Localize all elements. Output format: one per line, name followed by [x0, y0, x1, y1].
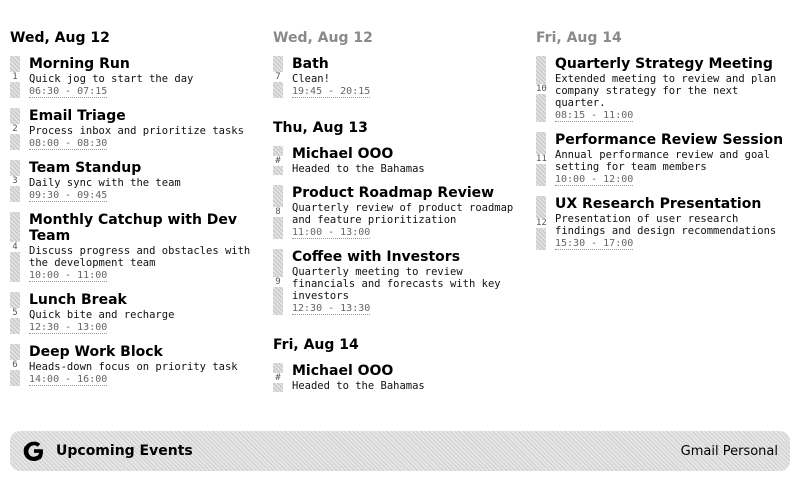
calendar-column-1	[10, 28, 265, 396]
event-time-wrap	[555, 110, 791, 122]
event-item[interactable]	[536, 132, 791, 186]
event-color-bar	[10, 160, 20, 202]
day-header: Fri, Aug 14	[273, 337, 359, 353]
event-color-bar	[273, 56, 283, 98]
event-time-wrap	[29, 322, 265, 334]
event-description: Daily sync with the team	[29, 177, 181, 189]
google-g-icon	[22, 439, 46, 463]
event-index: 9	[273, 277, 283, 287]
event-index: #	[273, 156, 283, 166]
event-title: Email Triage	[29, 108, 126, 124]
event-title: Coffee with Investors	[292, 249, 461, 265]
event-time: 15:30 - 17:00	[555, 238, 634, 249]
event-index: 5	[10, 308, 20, 318]
event-time-wrap	[29, 374, 265, 386]
event-body	[292, 363, 528, 392]
event-item[interactable]	[273, 146, 528, 175]
event-item[interactable]	[10, 344, 265, 386]
event-body	[29, 56, 265, 98]
event-time: 10:00 - 11:00	[29, 270, 108, 281]
event-body	[292, 185, 528, 239]
event-description: Quarterly meeting to review financials and forecasts with key investors	[292, 266, 501, 302]
event-body	[292, 146, 528, 175]
event-title: UX Research Presentation	[555, 196, 762, 212]
event-index: 12	[536, 218, 547, 228]
day-header: Fri, Aug 14	[536, 30, 622, 46]
event-index: 3	[10, 176, 20, 186]
event-color-bar	[10, 212, 20, 282]
event-description: Headed to the Bahamas	[292, 163, 425, 175]
event-description: Discuss progress and obstacles with the development team	[29, 245, 251, 269]
event-title: Lunch Break	[29, 292, 127, 308]
event-item[interactable]	[273, 249, 528, 315]
event-body	[29, 344, 265, 386]
day-header: Thu, Aug 13	[273, 120, 368, 136]
event-body	[29, 108, 265, 150]
event-body	[292, 56, 528, 98]
event-time-wrap	[292, 303, 528, 315]
event-time: 12:30 - 13:00	[29, 322, 108, 333]
footer-bar	[10, 431, 790, 471]
event-color-bar	[536, 196, 546, 250]
event-index: 11	[536, 154, 547, 164]
event-time: 06:30 - 07:15	[29, 86, 108, 97]
event-body	[29, 160, 265, 202]
event-index: 10	[536, 84, 547, 94]
event-time-wrap	[29, 86, 265, 98]
event-title: Team Standup	[29, 160, 142, 176]
event-title: Morning Run	[29, 56, 130, 72]
event-body	[29, 292, 265, 334]
event-index: #	[273, 373, 283, 383]
event-item[interactable]	[273, 56, 528, 98]
event-time: 08:00 - 08:30	[29, 138, 108, 149]
event-time-wrap	[555, 174, 791, 186]
event-time: 12:30 - 13:30	[292, 303, 371, 314]
event-body	[555, 132, 791, 186]
event-time-wrap	[292, 227, 528, 239]
event-time-wrap	[29, 190, 265, 202]
event-color-bar	[536, 132, 546, 186]
event-item[interactable]	[273, 185, 528, 239]
event-time: 19:45 - 20:15	[292, 86, 371, 97]
footer-title: Upcoming Events	[56, 443, 193, 459]
event-title: Quarterly Strategy Meeting	[555, 56, 773, 72]
event-description: Headed to the Bahamas	[292, 380, 425, 392]
event-index: 7	[273, 72, 283, 82]
event-color-bar	[10, 108, 20, 150]
event-title: Product Roadmap Review	[292, 185, 495, 201]
event-description: Presentation of user research findings and design recommendations	[555, 213, 777, 237]
event-index: 4	[10, 242, 20, 252]
event-description: Heads-down focus on priority task	[29, 361, 238, 373]
event-description: Quick jog to start the day	[29, 73, 194, 85]
event-time-wrap	[292, 86, 528, 98]
event-item[interactable]	[273, 363, 528, 392]
event-title: Performance Review Session	[555, 132, 784, 148]
event-description: Quick bite and recharge	[29, 309, 175, 321]
event-time-wrap	[29, 270, 265, 282]
calendar-column-3	[536, 28, 791, 260]
event-title: Deep Work Block	[29, 344, 163, 360]
event-color-bar	[273, 363, 283, 392]
event-title: Michael OOO	[292, 146, 394, 162]
event-color-bar	[536, 56, 546, 122]
event-description: Quarterly review of product roadmap and feature prioritization	[292, 202, 514, 226]
event-time-wrap	[555, 238, 791, 250]
event-time: 09:30 - 09:45	[29, 190, 108, 201]
event-time: 08:15 - 11:00	[555, 110, 634, 121]
event-item[interactable]	[10, 108, 265, 150]
event-time: 14:00 - 16:00	[29, 374, 108, 385]
event-time-wrap	[29, 138, 265, 150]
calendar-column-2	[273, 28, 528, 402]
event-item[interactable]	[536, 196, 791, 250]
event-item[interactable]	[536, 56, 791, 122]
day-header: Wed, Aug 12	[273, 30, 373, 46]
event-color-bar	[10, 292, 20, 334]
account-label[interactable]: Gmail Personal	[680, 443, 778, 459]
event-title: Monthly Catchup with Dev Team	[29, 212, 238, 244]
event-item[interactable]	[10, 212, 265, 282]
event-item[interactable]	[10, 56, 265, 98]
event-body	[292, 249, 528, 315]
event-index: 2	[10, 124, 20, 134]
event-description: Process inbox and prioritize tasks	[29, 125, 244, 137]
event-body	[29, 212, 265, 282]
event-color-bar	[10, 344, 20, 386]
event-index: 6	[10, 360, 20, 370]
event-color-bar	[273, 249, 283, 315]
event-item[interactable]	[10, 160, 265, 202]
event-index: 1	[10, 72, 20, 82]
event-title: Bath	[292, 56, 329, 72]
event-index: 8	[273, 207, 283, 217]
event-description: Clean!	[292, 73, 330, 85]
event-color-bar	[273, 146, 283, 175]
event-time: 11:00 - 13:00	[292, 227, 371, 238]
event-time: 10:00 - 12:00	[555, 174, 634, 185]
event-color-bar	[10, 56, 20, 98]
day-header: Wed, Aug 12	[10, 30, 110, 46]
event-title: Michael OOO	[292, 363, 394, 379]
event-color-bar	[273, 185, 283, 239]
event-body	[555, 196, 791, 250]
event-body	[555, 56, 791, 122]
event-description: Annual performance review and goal setting for team members	[555, 149, 770, 173]
event-item[interactable]	[10, 292, 265, 334]
event-description: Extended meeting to review and plan company strategy for the next quarter.	[555, 73, 777, 109]
